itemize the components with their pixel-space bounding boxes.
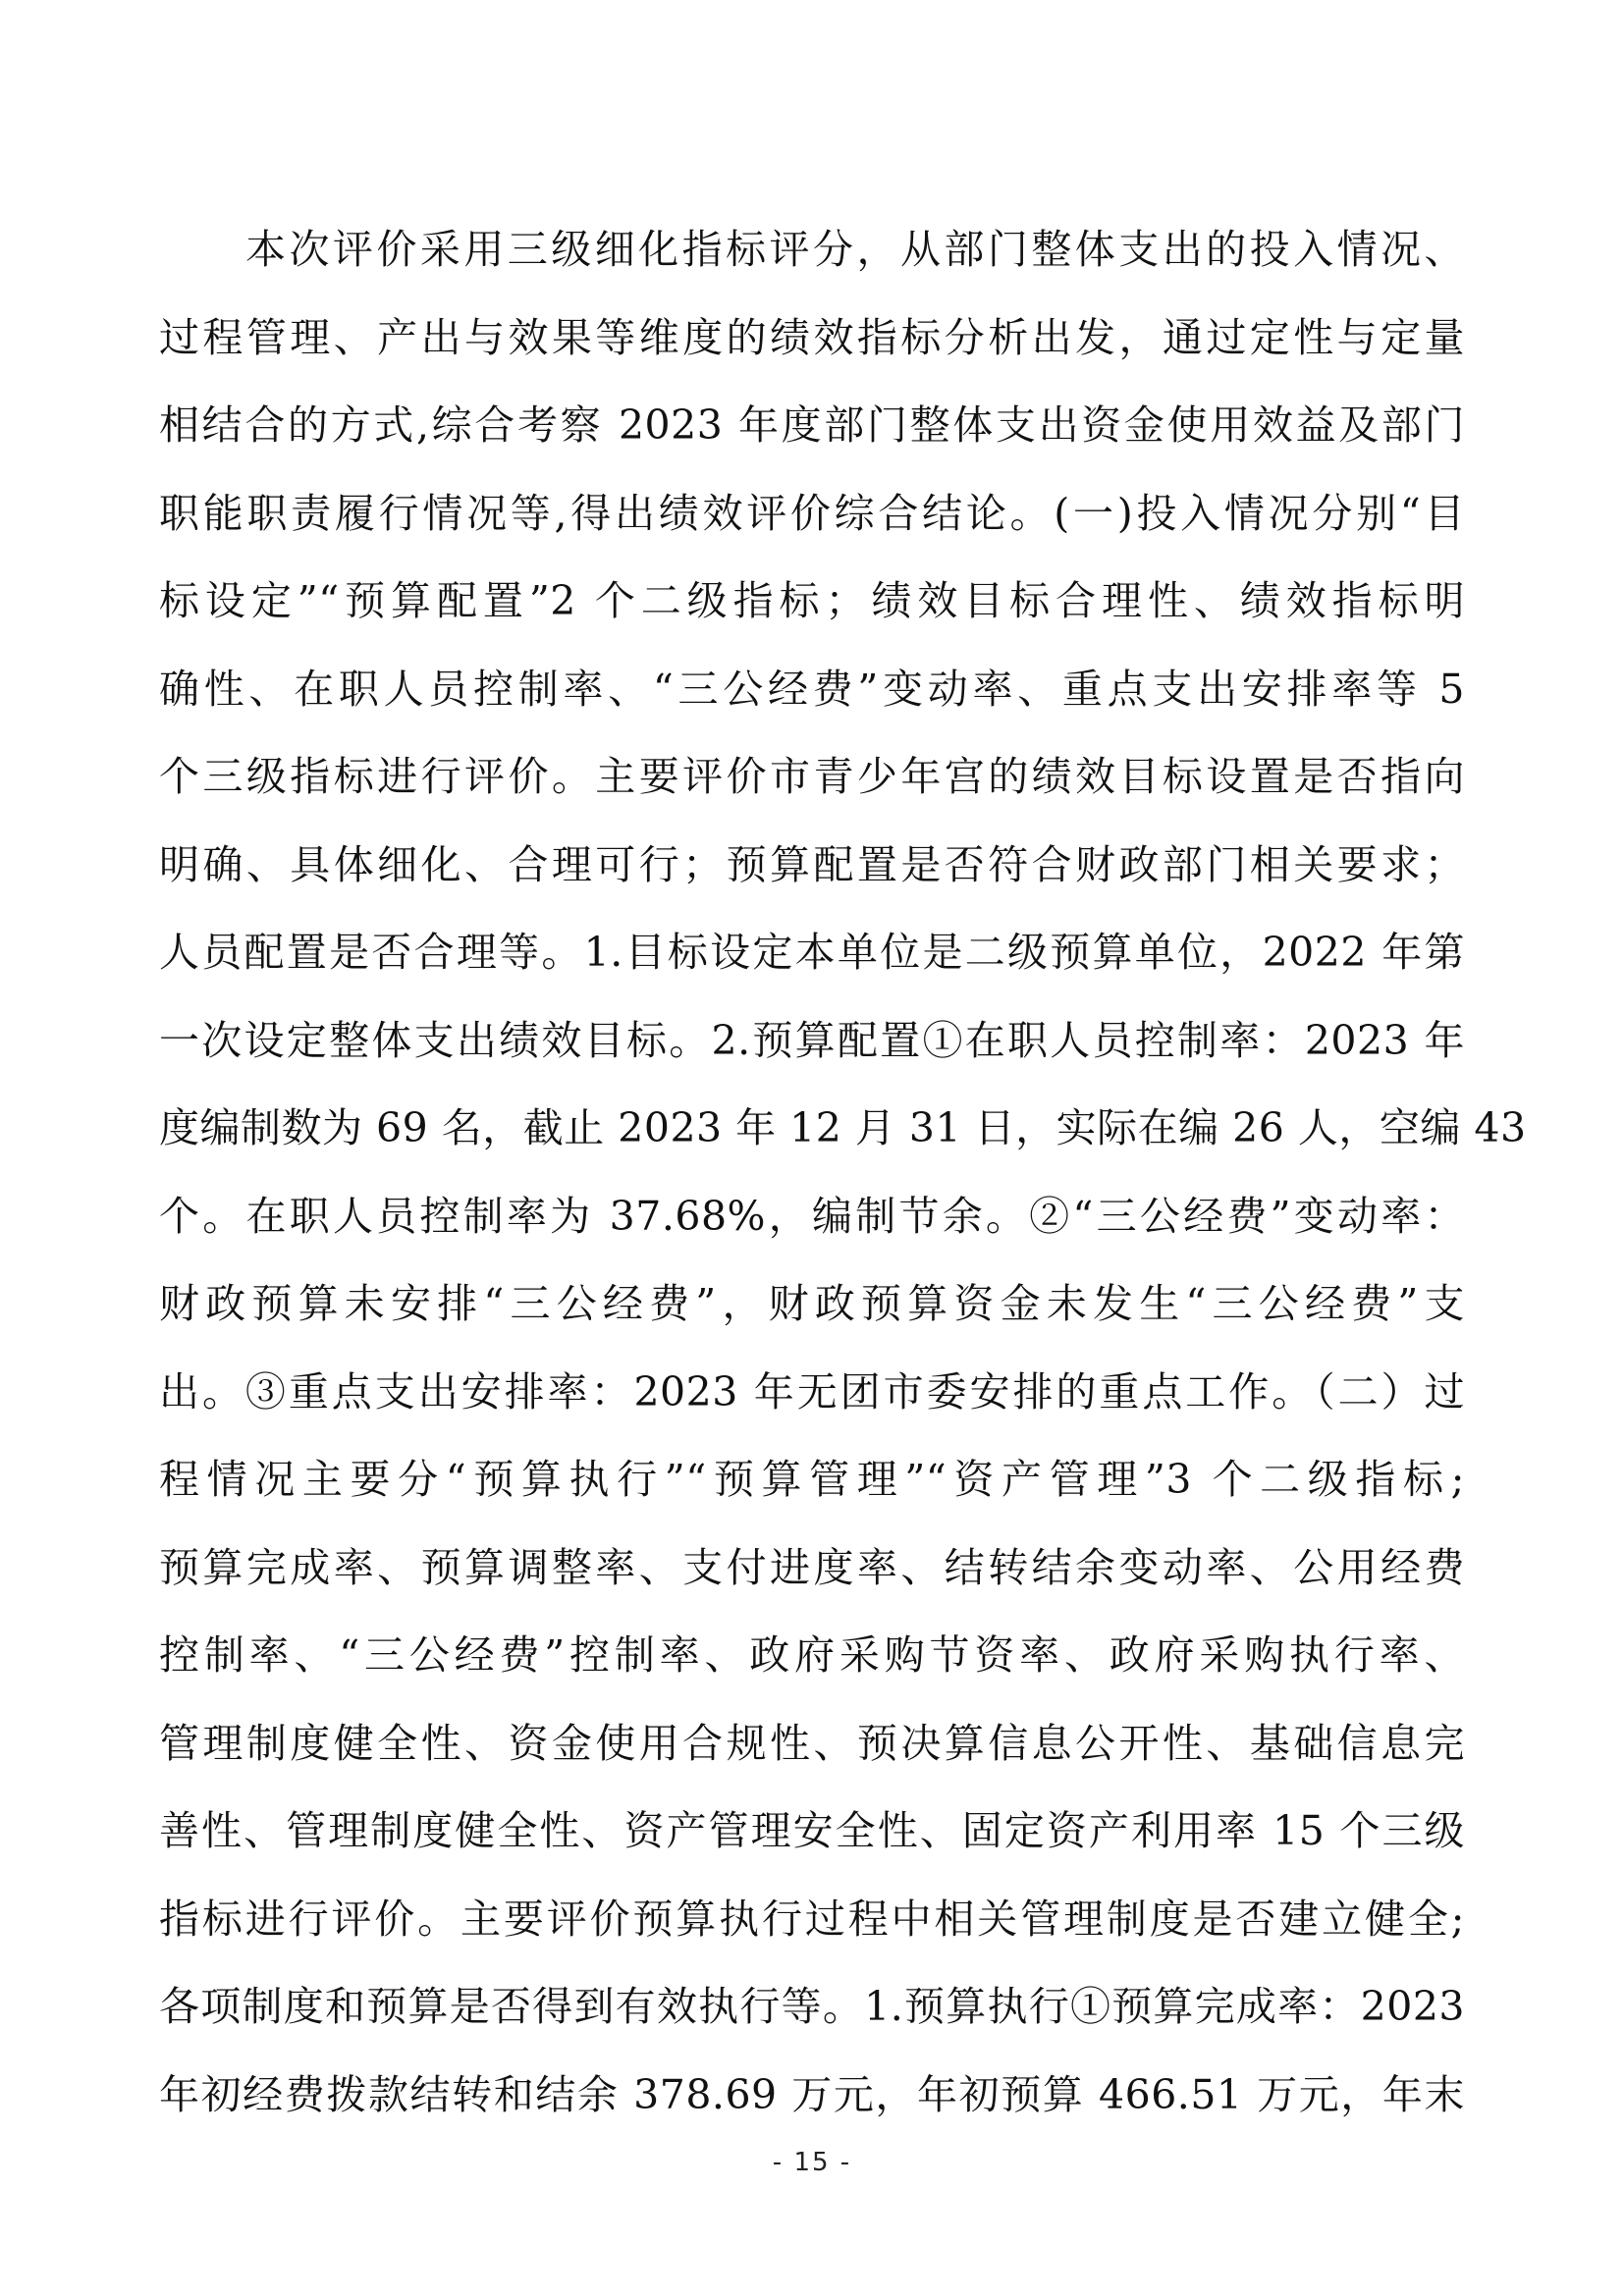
- text-line: 人员配置是否合理等。1.目标设定本单位是二级预算单位，2022 年第: [159, 929, 1465, 976]
- body-paragraph: [159, 206, 1527, 2139]
- text-line: 控制率、“三公经费”控制率、政府采购节资率、政府采购执行率、: [159, 1631, 1465, 1679]
- text-line: 确性、在职人员控制率、“三公经费”变动率、重点支出安排率等 5: [159, 665, 1465, 713]
- text-line: 善性、管理制度健全性、资产管理安全性、固定资产利用率 15 个三级: [159, 1807, 1465, 1854]
- text-line: 度编制数为 69 名，截止 2023 年 12 月 31 日，实际在编 26 人，空编 43: [159, 1104, 1527, 1151]
- text-line: 明确、具体细化、合理可行；预算配置是否符合财政部门相关要求；: [159, 840, 1465, 888]
- text-line: 个。在职人员控制率为 37.68%，编制节余。②“三公经费”变动率：: [159, 1192, 1465, 1240]
- text-line: 程情况主要分“预算执行”“预算管理”“资产管理”3 个二级指标;: [159, 1456, 1465, 1503]
- text-line: 指标进行评价。主要评价预算执行过程中相关管理制度是否建立健全;: [159, 1895, 1465, 1943]
- text-line: 年初经费拨款结转和结余 378.69 万元，年初预算 466.51 万元，年末: [159, 2070, 1465, 2118]
- text-line: 各项制度和预算是否得到有效执行等。1.预算执行①预算完成率：2023: [159, 1983, 1465, 2030]
- text-line: 职能职责履行情况等,得出绩效评价综合结论。(一)投入情况分别“目: [159, 489, 1465, 537]
- text-line: 个三级指标进行评价。主要评价市青少年宫的绩效目标设置是否指向: [159, 753, 1465, 800]
- text-line: 相结合的方式,综合考察 2023 年度部门整体支出资金使用效益及部门: [159, 401, 1465, 449]
- text-line: 本次评价采用三级细化指标评分，从部门整体支出的投入情况、: [245, 226, 1465, 273]
- page-number: - 15 -: [772, 2148, 852, 2177]
- text-line: 一次设定整体支出绩效目标。2.预算配置①在职人员控制率：2023 年: [159, 1016, 1465, 1064]
- text-line: 预算完成率、预算调整率、支付进度率、结转结余变动率、公用经费: [159, 1543, 1465, 1591]
- text-line: 管理制度健全性、资金使用合规性、预决算信息公开性、基础信息完: [159, 1719, 1465, 1767]
- text-line: 出。③重点支出安排率：2023 年无团市委安排的重点工作。（二）过: [159, 1367, 1465, 1415]
- text-line: 过程管理、产出与效果等维度的绩效指标分析出发，通过定性与定量: [159, 313, 1465, 361]
- text-line: 财政预算未安排“三公经费”，财政预算资金未发生“三公经费”支: [159, 1280, 1465, 1327]
- text-line: 标设定”“预算配置”2 个二级指标；绩效目标合理性、绩效指标明: [159, 577, 1465, 624]
